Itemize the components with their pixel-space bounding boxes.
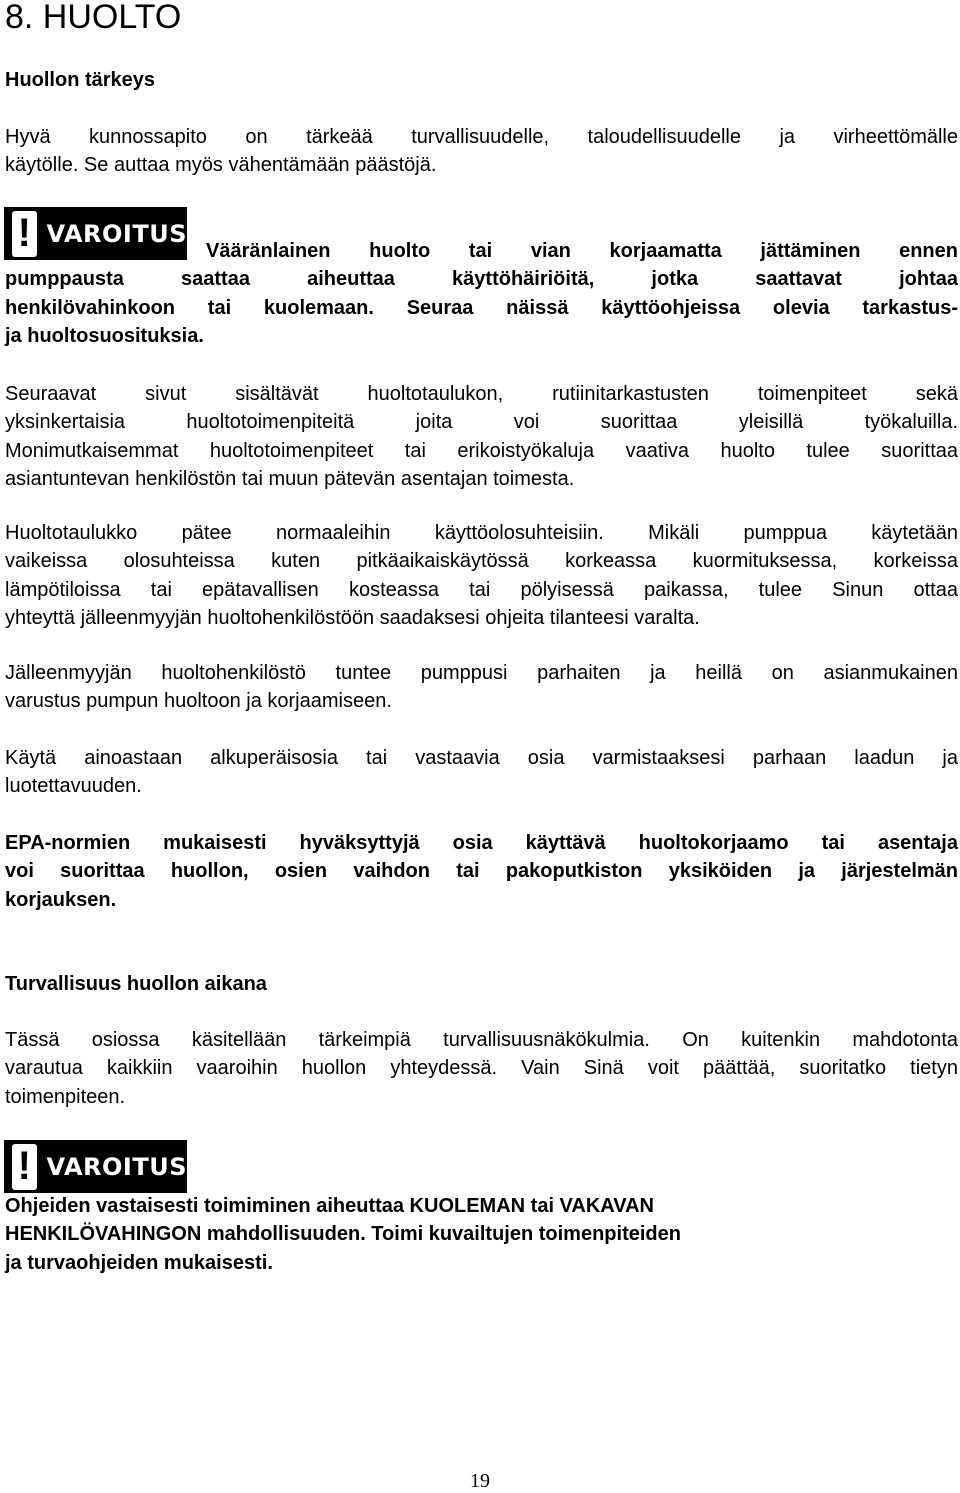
warning-paragraph-1 <box>5 237 958 350</box>
paragraph-line: yksinkertaisia huoltotoimenpiteitä joita voi suorittaa yleisillä työkaluilla. <box>5 411 958 434</box>
safety-paragraph <box>5 1026 958 1111</box>
paragraph-line: voi suorittaa huollon, osien vaihdon tai pakoputkiston yksiköiden ja järjestelmän <box>5 860 958 883</box>
paragraph-line: varautua kaikkiin vaaroihin huollon yhteydessä. Vain Sinä voit päättää, suoritatko tietyn <box>5 1057 958 1080</box>
paragraph-line: Tässä osiossa käsitellään tärkeimpiä turvallisuusnäkökulmia. On kuitenkin mahdotonta <box>5 1029 958 1051</box>
warning-label: VAROITUS <box>46 1152 187 1181</box>
exclamation-icon: ! <box>12 211 37 257</box>
paragraph-line: lämpötiloissa tai epätavallisen kosteassa tai pölyisessä paikassa, tulee Sinun ottaa <box>5 578 958 601</box>
warning-line: Vääränlainen huolto tai vian korjaamatta jättäminen ennen <box>206 240 958 262</box>
page-heading: 8. HUOLTO <box>5 0 182 36</box>
paragraph-line: asiantuntevan henkilöstön tai muun pätevän asentajan toimesta. <box>5 467 575 490</box>
warning-line: ja huoltosuosituksia. <box>5 324 204 347</box>
intro-line: Hyvä kunnossapito on tärkeää turvallisuudelle, taloudellisuudelle ja virheettömälle <box>5 126 958 148</box>
warning-badge <box>4 1140 187 1193</box>
epa-paragraph <box>5 829 958 914</box>
warning-line: pumppausta saattaa aiheuttaa käyttöhäiriöitä, jotka saattavat johtaa <box>5 268 958 291</box>
paragraph-line: varustus pumpun huoltoon ja korjaamiseen. <box>5 690 392 713</box>
warning-label: VAROITUS <box>46 219 187 248</box>
warning-line: Ohjeiden vastaisesti toimiminen aiheuttaa KUOLEMAN tai VAKAVAN <box>5 1195 655 1217</box>
paragraph-line: Seuraavat sivut sisältävät huoltotaulukon, rutiinitarkastusten toimenpiteet sekä <box>5 383 958 405</box>
paragraph-line: EPA-normien mukaisesti hyväksyttyjä osia käyttävä huoltokorjaamo tai asentaja <box>5 832 958 854</box>
paragraph-line: Käytä ainoastaan alkuperäisosia tai vastaavia osia varmistaaksesi parhaan laadun ja <box>5 747 958 769</box>
paragraph-line: korjauksen. <box>5 888 117 911</box>
paragraph-line: toimenpiteen. <box>5 1085 126 1108</box>
paragraph-line: yhteyttä jälleenmyyjän huoltohenkilöstöön saadaksesi ohjeita tilanteesi varalta. <box>5 606 700 629</box>
exclamation-icon: ! <box>12 1144 37 1190</box>
section-title-importance: Huollon tärkeys <box>5 69 156 91</box>
original-parts-paragraph <box>5 744 958 801</box>
intro-line: käytölle. Se auttaa myös vähentämään päästöjä. <box>5 154 437 177</box>
warning-paragraph-2 <box>5 1192 885 1277</box>
paragraph-line: Jälleenmyyjän huoltohenkilöstö tuntee pumppusi parhaiten ja heillä on asianmukainen <box>5 662 958 684</box>
paragraph-line: luotettavuuden. <box>5 775 142 798</box>
section-title-safety: Turvallisuus huollon aikana <box>5 973 267 995</box>
service-table-paragraph <box>5 519 958 632</box>
service-pages-paragraph <box>5 380 958 493</box>
paragraph-line: Monimutkaisemmat huoltotoimenpiteet tai erikoistyökaluja vaativa huolto tulee suorittaa <box>5 439 958 462</box>
warning-line: henkilövahinkoon tai kuolemaan. Seuraa näissä käyttöohjeissa olevia tarkastus- <box>5 296 958 319</box>
page-number: 19 <box>470 1470 490 1492</box>
dealer-paragraph <box>5 659 958 716</box>
paragraph-line: vaikeissa olosuhteissa kuten pitkäaikaiskäytössä korkeassa kuormituksessa, korkeissa <box>5 550 958 573</box>
intro-paragraph <box>5 123 958 180</box>
warning-line: HENKILÖVAHINGON mahdollisuuden. Toimi kuvailtujen toimenpiteiden <box>5 1223 681 1246</box>
paragraph-line: Huoltotaulukko pätee normaaleihin käyttöolosuhteisiin. Mikäli pumppua käytetään <box>5 522 958 544</box>
warning-line: ja turvaohjeiden mukaisesti. <box>5 1251 273 1274</box>
